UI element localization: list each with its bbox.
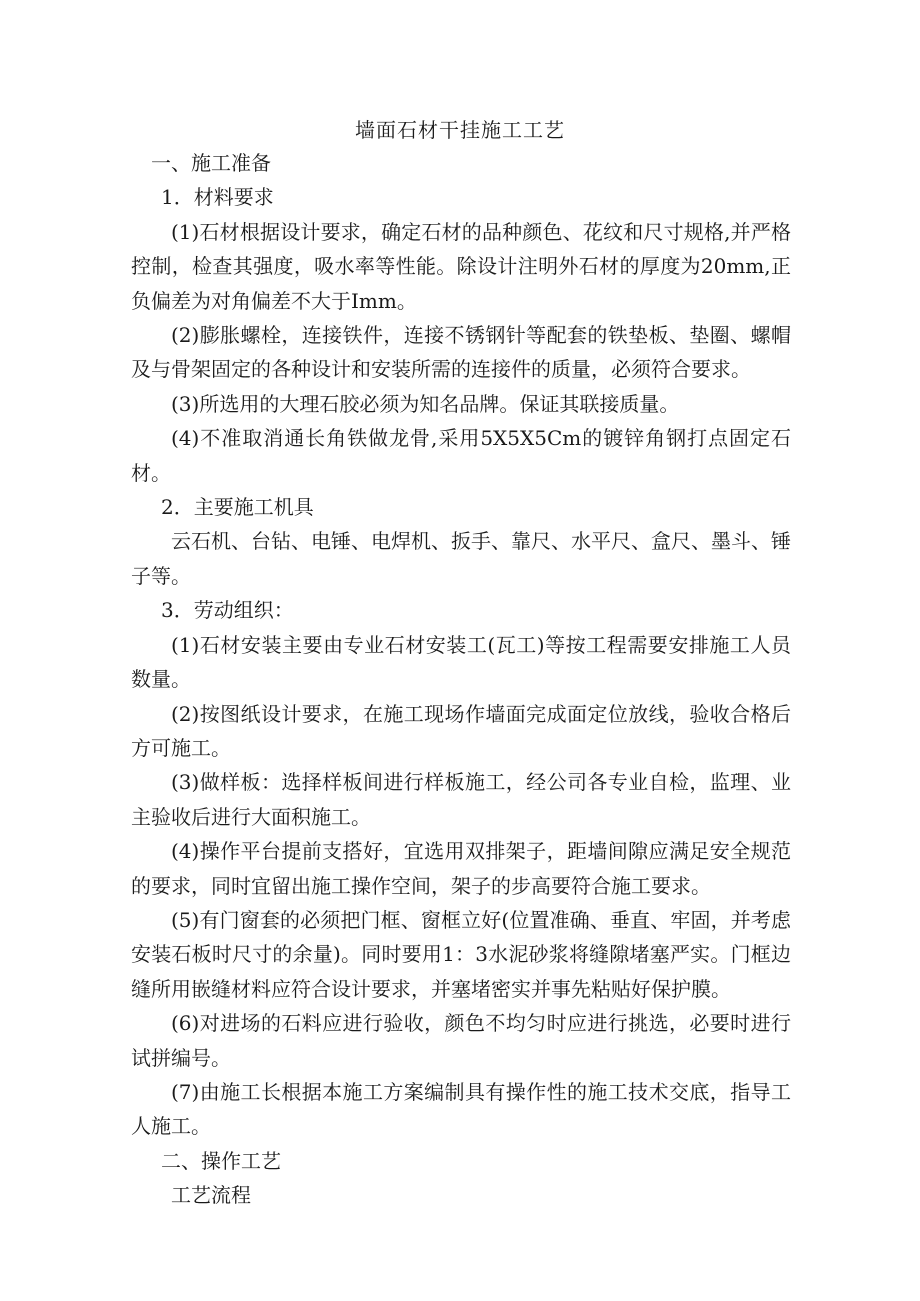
paragraph-material-4: (4)不准取消通长角铁做龙骨,采用5X5X5Cm的镀锌角钢打点固定石材。 [131, 426, 791, 485]
document-body [131, 146, 791, 1213]
paragraph-labor-6: (6)对进场的石料应进行验收，颜色不均匀时应进行挑选，必要时进行试拼编号。 [131, 1011, 791, 1070]
subheading-process-flow: 工艺流程 [171, 1183, 251, 1208]
paragraph-labor-5: (5)有门窗套的必须把门框、窗框立好(位置准确、垂直、牢固，并考虑安装石板时尺寸的余量)。同时要用1：3水泥砂浆将缝隙堵塞严实。门框边缝所用嵌缝材料应符合设计要求，并塞堵密实并事先粘贴好保护膜。 [131, 907, 791, 1001]
paragraph-labor-1: (1)石材安装主要由专业石材安装工(瓦工)等按工程需要安排施工人员数量。 [131, 632, 791, 692]
paragraph-labor-7: (7)由施工长根据本施工方案编制具有操作性的施工技术交底，指导工人施工。 [131, 1079, 791, 1139]
paragraph-labor-4: (4)操作平台提前支搭好，宜选用双排架子，距墙间隙应满足安全规范的要求，同时宜留出施工操作空间，架子的步高要符合施工要求。 [131, 839, 791, 898]
paragraph-material-3: (3)所选用的大理石胶必须为知名品牌。保证其联接质量。 [171, 391, 680, 416]
section-heading-preparation: 一、施工准备 [151, 151, 271, 175]
subheading-labor-organization: 3．劳动组织： [161, 598, 294, 623]
subheading-material-requirements: 1．材料要求 [161, 185, 274, 210]
paragraph-tools: 云石机、台钻、电锤、电焊机、扳手、靠尺、水平尺、盒尺、墨斗、锤子等。 [131, 529, 791, 588]
paragraph-material-2: (2)膨胀螺栓，连接铁件，连接不锈钢针等配套的铁垫板、垫圈、螺帽及与骨架固定的各种设计和安装所需的连接件的质量，必须符合要求。 [131, 323, 791, 382]
section-heading-operation-process: 二、操作工艺 [161, 1148, 281, 1173]
subheading-main-tools: 2．主要施工机具 [161, 495, 314, 520]
paragraph-labor-2: (2)按图纸设计要求，在施工现场作墙面完成面定位放线，验收合格后方可施工。 [131, 701, 791, 760]
paragraph-material-1: (1)石材根据设计要求，确定石材的品种颜色、花纹和尺寸规格,并严格控制，检查其强度，吸水率等性能。除设计注明外石材的厚度为20mm,正负偏差为对角偏差不大于Imm。 [131, 219, 791, 313]
document-title: 墙面石材干挂施工工艺 [355, 118, 565, 142]
paragraph-labor-3: (3)做样板：选择样板间进行样板施工，经公司各专业自检，监理、业主验收后进行大面积施工。 [131, 770, 791, 829]
